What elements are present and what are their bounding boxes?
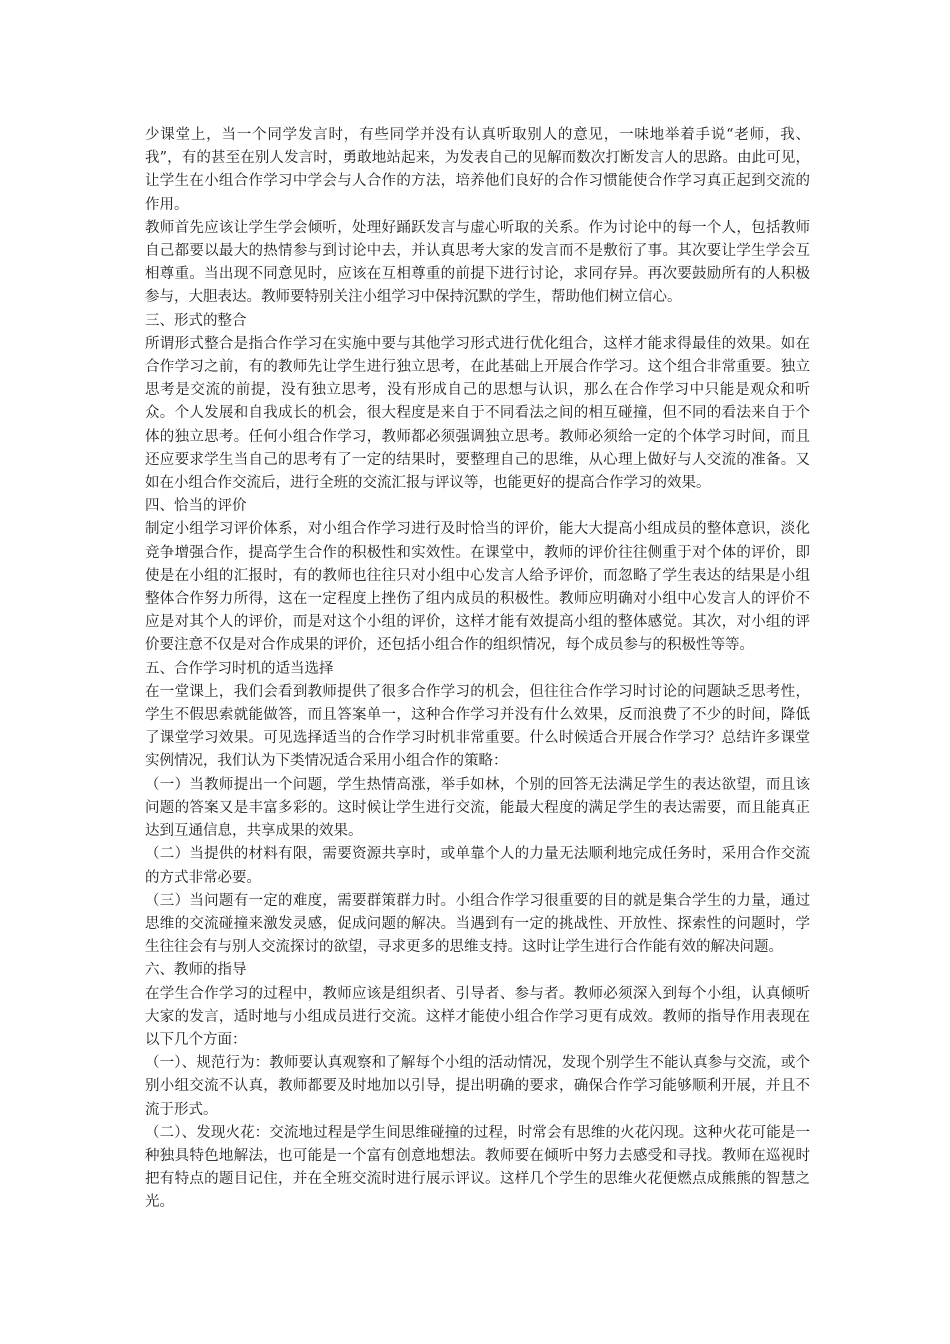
section-heading: 三、形式的整合 bbox=[145, 312, 247, 329]
list-item: （二）、发现火花：交流地过程是学生间思维碰撞的过程，时常会有思维的火花闪现。这种火花可能是一种独具特色地解法，也可能是一个富有创意地想法。教师要在倾听中努力去感受和寻找。教师在巡视时把有特点的题目记住，并在全班交流时进行展示评议。这样几个学生的思维火花便燃点成熊熊的智慧之光。 bbox=[145, 1124, 810, 1211]
paragraph: 制定小组学习评价体系，对小组合作学习进行及时恰当的评价，能大大提高小组成员的整体意识，淡化竞争增强合作，提高学生合作的积极性和实效性。在课堂中，教师的评价往往侧重于对个体的评价，即使是在小组的汇报时，有的教师也往往只对小组中心发言人给予评价，而忽略了学生表达的结果是小组整体合作努力所得，这在一定程度上挫伤了组内成员的积极性。教师应明确对小组中心发言人的评价不应是对其个人的评价，而是对这个小组的评价，这样才能有效提高小组的整体感觉。其次，对小组的评价要注意不仅是对合作成果的评价，还包括小组合作的组织情况，每个成员参与的积极性等等。 bbox=[145, 521, 810, 654]
section-heading: 四、恰当的评价 bbox=[145, 498, 247, 515]
list-item: （二）当提供的材料有限，需要资源共享时，或单靠个人的力量无法顺利地完成任务时，采用合作交流的方式非常必要。 bbox=[145, 846, 810, 886]
document-body bbox=[145, 124, 810, 1215]
paragraph: 所谓形式整合是指合作学习在实施中要与其他学习形式进行优化组合，这样才能求得最佳的效果。如在合作学习之前，有的教师先让学生进行独立思考，在此基础上开展合作学习。这个组合非常重要。独立思考是交流的前提，没有独立思考，没有形成自己的思想与认识，那么在合作学习中只能是观众和听众。个人发展和自我成长的机会，很大程度是来自于不同看法之间的相互碰撞，但不同的看法来自于个体的独立思考。任何小组合作学习，教师都必须强调独立思考。教师必须给一定的个体学习时间，而且还应要求学生当自己的思考有了一定的结果时，要整理自己的思维，从心理上做好与人交流的准备。又如在小组合作交流后，进行全班的交流汇报与评议等，也能更好的提高合作学习的效果。 bbox=[145, 335, 810, 492]
section-heading: 五、合作学习时机的适当选择 bbox=[145, 660, 334, 677]
paragraph: 在一堂课上，我们会看到教师提供了很多合作学习的机会，但往往合作学习时讨论的问题缺乏思考性，学生不假思索就能做答，而且答案单一，这种合作学习并没有什么效果，反而浪费了不少的时间，降低了课堂学习效果。可见选择适当的合作学习时机非常重要。什么时候适合开展合作学习？总结许多课堂实例情况，我们认为下类情况适合采用小组合作的策略： bbox=[145, 683, 810, 770]
paragraph: 教师首先应该让学生学会倾听，处理好踊跃发言与虚心听取的关系。作为讨论中的每一个人，包括教师自己都要以最大的热情参与到讨论中去，并认真思考大家的发言而不是敷衍了事。其次要让学生学会互相尊重。当出现不同意见时，应该在互相尊重的前提下进行讨论，求同存异。再次要鼓励所有的人积极参与，大胆表达。教师要特别关注小组学习中保持沉默的学生，帮助他们树立信心。 bbox=[145, 219, 810, 306]
paragraph: 少课堂上，当一个同学发言时，有些同学并没有认真听取别人的意见，一味地举着手说“老师，我、我”，有的甚至在别人发言时，勇敢地站起来，为发表自己的见解而数次打断发言人的思路。由此可见，让学生在小组合作学习中学会与人合作的方法，培养他们良好的合作习惯能使合作学习真正起到交流的作用。 bbox=[145, 127, 810, 213]
list-item: （一）当教师提出一个问题，学生热情高涨，举手如林，个别的回答无法满足学生的表达欲望，而且该问题的答案又是丰富多彩的。这时候让学生进行交流，能最大程度的满足学生的表达需要，而且能真正达到互通信息，共享成果的效果。 bbox=[145, 776, 810, 840]
paragraph: 在学生合作学习的过程中，教师应该是组织者、引导者、参与者。教师必须深入到每个小组，认真倾听大家的发言，适时地与小组成员进行交流。这样才能使小组合作学习更有成效。教师的指导作用表现在以下几个方面： bbox=[145, 985, 810, 1048]
list-item: （一）、规范行为：教师要认真观察和了解每个小组的活动情况，发现个别学生不能认真参与交流，或个别小组交流不认真，教师都要及时地加以引导，提出明确的要求，确保合作学习能够顺利开展，并且不流于形式。 bbox=[145, 1055, 810, 1118]
list-item: （三）当问题有一定的难度，需要群策群力时。小组合作学习很重要的目的就是集合学生的力量，通过思维的交流碰撞来激发灵感，促成问题的解决。当遇到有一定的挑战性、开放性、探索性的问题时，学生往往会有与别人交流探讨的欲望，寻求更多的思维支持。这时让学生进行合作能有效的解决问题。 bbox=[145, 892, 810, 956]
section-heading: 六、教师的指导 bbox=[145, 962, 247, 979]
